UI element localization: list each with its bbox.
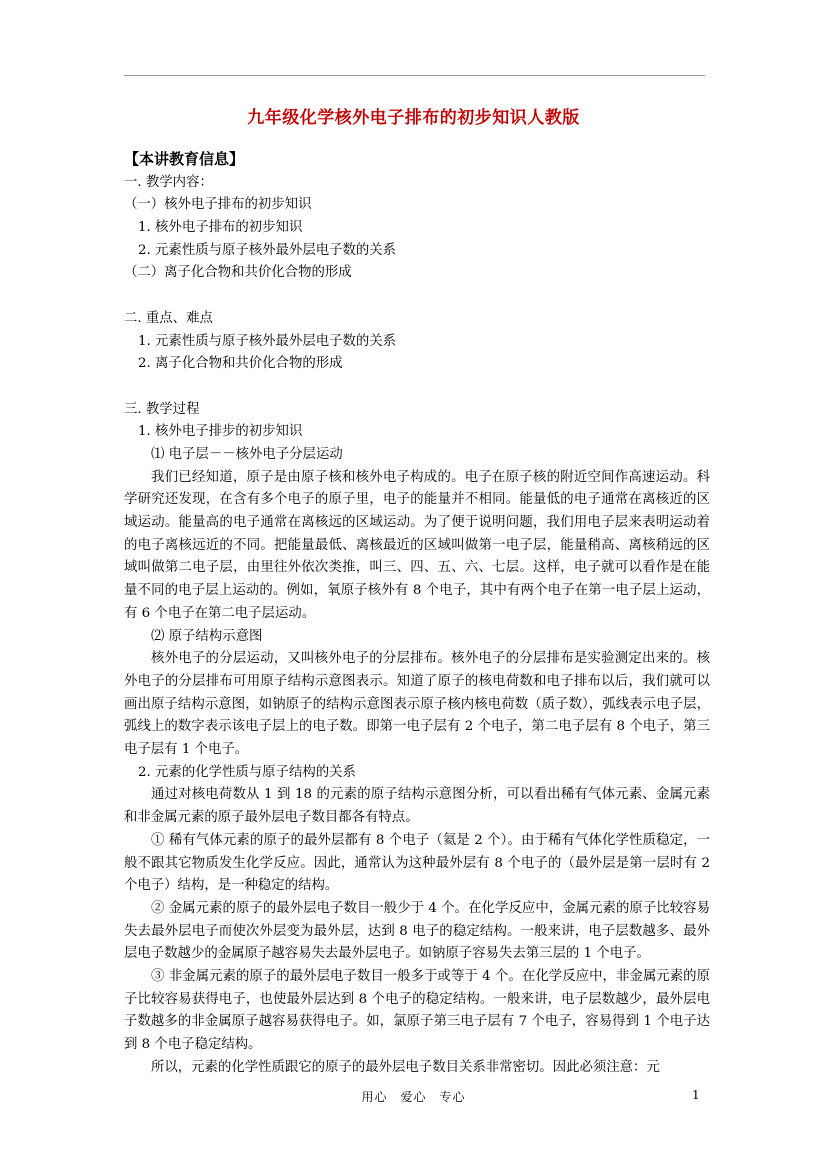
document-body [124,148,710,1080]
footer-text: 用心 爱心 专心 [361,1090,466,1104]
process-item-1: 1. 核外电子排步的初步知识 [138,424,303,440]
content-item-1: （一）核外电子排布的初步知识 [124,197,312,213]
paragraph-metals: ② 金属元素的原子的最外层电子数目一般少于 4 个。在化学反应中，金属元素的原子比较容易失去最外层电子而使次外层变为最外层，达到 8 电子的稳定结构。一般来讲，电子层数越多、最外层电子数越少的金属原子越容易失去最外层电子。如钠原子容易失去第三层的 1 个电子。 [124,900,710,962]
page-number: 1 [692,1088,700,1102]
spacer [124,376,710,399]
paragraph-electron-layers: 我们已经知道，原子是由原子核和核外电子构成的。电子在原子核的附近空间作高速运动。科学研究还发现，在含有多个电子的原子里，电子的能量并不相同。能量低的电子通常在离核近的区域运动。能量高的电子通常在离核远的区域运动。为了便于说明问题，我们用电子层来表明运动着的电子离核远近的不同。把能量最低、离核最近的区域叫做第一电子层，能量稍高、离核稍远的区域叫做第二电子层，由里往外依次类推，叫三、四、五、六、七层。这样，电子就可以看作是在能量不同的电子层上运动的。例如，氧原子核外有 8 个电子，其中有两个电子在第一电子层上运动，有 6 个电子在第二电子层运动。 [124,469,710,621]
paragraph-structure-diagram: 核外电子的分层运动，又叫核外电子的分层排布。核外电子的分层排布是实验测定出来的。核外电子的分层排布可用原子结构示意图表示。知道了原子的核电荷数和电子排布以后，我们就可以画出原子结构示意图，如钠原子的结构示意图表示原子核内核电荷数（质子数），弧线表示电子层，弧线上的数字表示该电子层上的电子数。即第一电子层有 2 个电子，第二电子层有 8 个电子，第三电子层有 1 个电子。 [124,651,710,758]
header-rule [124,75,705,76]
spacer [124,285,710,308]
process-heading: 三. 教学过程 [124,401,200,417]
section-heading: 【本讲教育信息】 [124,150,245,168]
content-subitem-1: 1. 核外电子排布的初步知识 [138,220,303,236]
content-heading: 一. 教学内容： [124,174,213,190]
process-subitem-1: ⑴ 电子层－－核外电子分层运动 [151,446,343,462]
keypoints-heading: 二. 重点、难点 [124,310,213,326]
paragraph-analysis: 通过对核电荷数从 1 到 18 的元素的原子结构示意图分析，可以看出稀有气体元素、金属元素和非金属元素的原子最外层电子数目都各有特点。 [124,787,710,826]
keypoint-2: 2. 离子化合物和共价化合物的形成 [138,356,343,372]
content-subitem-2: 2. 元素性质与原子核外最外层电子数的关系 [138,242,397,258]
paragraph-noble-gases: ① 稀有气体元素的原子的最外层都有 8 个电子（氦是 2 个）。由于稀有气体化学性质稳定，一般不跟其它物质发生化学反应。因此，通常认为这种最外层有 8 个电子的（最外层是第一层时有 2 个电子）结构，是一种稳定的结构。 [124,832,710,894]
process-subitem-2: ⑵ 原子结构示意图 [151,628,263,644]
paragraph-conclusion: 所以，元素的化学性质跟它的原子的最外层电子数目关系非常密切。因此必须注意：元 [151,1059,660,1075]
content-item-2: （二）离子化合物和共价化合物的形成 [124,265,352,281]
keypoint-1: 1. 元素性质与原子核外最外层电子数的关系 [138,333,397,349]
page-title: 九年级化学核外电子排布的初步知识人教版 [247,108,580,128]
paragraph-nonmetals: ③ 非金属元素的原子的最外层电子数目一般多于或等于 4 个。在化学反应中，非金属元素的原子比较容易获得电子，也使最外层达到 8 个电子的稳定结构。一般来讲，电子层数越少，最外层电子数越多的非金属原子越容易获得电子。如，氯原子第三电子层有 7 个电子，容易得到 1 个电子达到 8 个电子稳定结构。 [124,969,710,1053]
process-item-2: 2. 元素的化学性质与原子结构的关系 [138,764,356,780]
